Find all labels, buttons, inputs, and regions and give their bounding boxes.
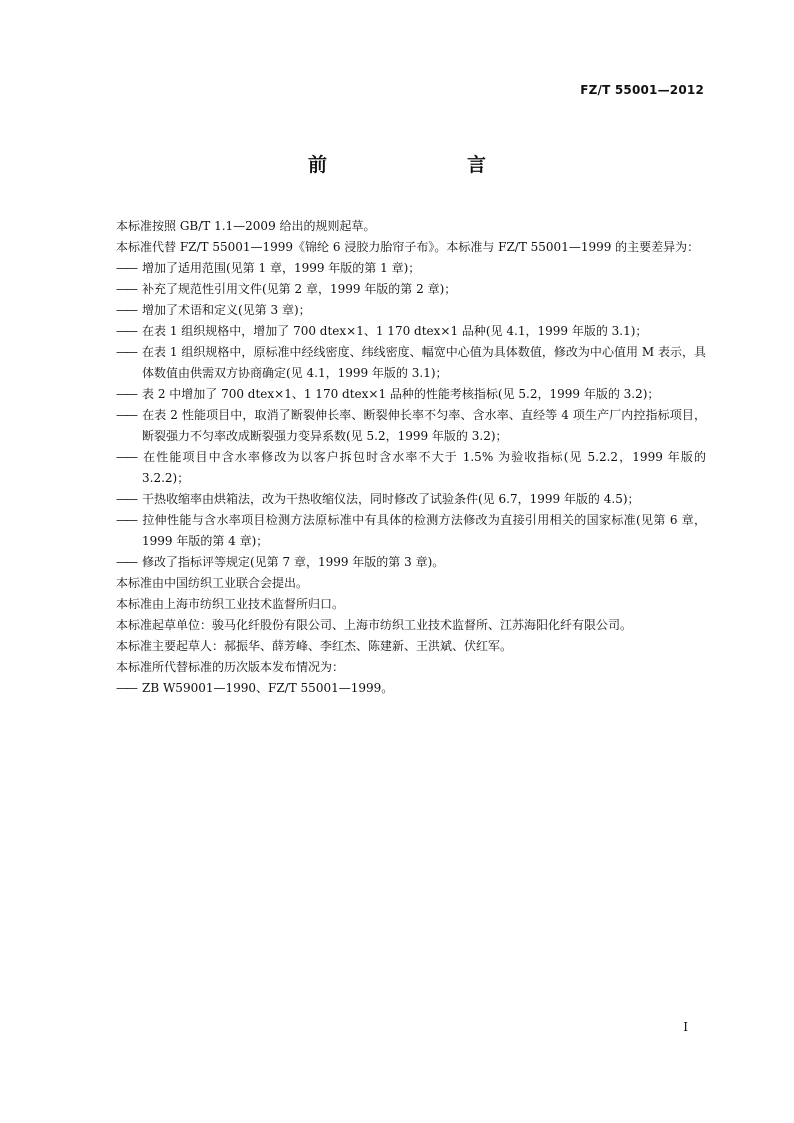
change-item-text: 修改了指标评等规定(见第 7 章，1999 年版的第 3 章)。	[142, 555, 445, 569]
dash-marker: ——	[116, 492, 136, 506]
paragraph-proposer: 本标准由中国纺织工业联合会提出。	[116, 576, 309, 590]
list-item	[90, 447, 706, 489]
history-item-text: ZB W59001—1990、FZ/T 55001—1999。	[142, 681, 394, 695]
change-item-text: 增加了适用范围(见第 1 章，1999 年版的第 1 章)；	[142, 261, 421, 275]
change-item-text: 干热收缩率由烘箱法，改为干热收缩仪法，同时修改了试验条件(见 6.7，1999 年版的 4.5)；	[142, 492, 640, 506]
list-item	[90, 342, 706, 384]
page-number: I	[683, 1020, 688, 1034]
paragraph-version-history: 本标准所代替标准的历次版本发布情况为：	[116, 660, 345, 674]
list-item	[90, 405, 706, 447]
dash-marker: ——	[116, 408, 136, 422]
list-item	[90, 510, 706, 552]
dash-marker: ——	[116, 681, 136, 695]
paragraph-replacement: 本标准代替 FZ/T 55001—1999《锦纶 6 浸胶力胎帘子布》。本标准与 FZ/T 55001—1999 的主要差异为：	[116, 240, 700, 254]
change-item-text: 在性能项目中含水率修改为以客户拆包时含水率不大于 1.5% 为验收指标(见 5.2.2，1999 年版的 3.2.2)；	[142, 450, 706, 485]
paragraph-drafting-rule: 本标准按照 GB/T 1.1—2009 给出的规则起草。	[116, 219, 376, 233]
page-title: 前 言	[307, 154, 520, 176]
dash-marker: ——	[116, 303, 136, 317]
dash-marker: ——	[116, 261, 136, 275]
list-item	[90, 258, 706, 279]
dash-marker: ——	[116, 282, 136, 296]
list-item	[90, 384, 706, 405]
change-item-text: 在表 1 组织规格中，增加了 700 dtex×1、1 170 dtex×1 品种(见 4.1，1999 年版的 3.1)；	[142, 324, 648, 338]
paragraph-administrator: 本标准由上海市纺织工业技术监督所归口。	[116, 597, 345, 611]
list-item	[90, 489, 706, 510]
list-item	[90, 300, 706, 321]
change-item-text: 增加了术语和定义(见第 3 章)；	[142, 303, 311, 317]
dash-marker: ——	[116, 387, 136, 401]
foreword-body	[90, 216, 706, 699]
list-item	[90, 552, 706, 573]
dash-marker: ——	[116, 345, 136, 359]
change-item-text: 表 2 中增加了 700 dtex×1、1 170 dtex×1 品种的性能考核指标(见 5.2，1999 年版的 3.2)；	[142, 387, 660, 401]
list-item	[90, 321, 706, 342]
list-item	[90, 678, 706, 699]
change-item-text: 拉伸性能与含水率项目检测方法原标准中有具体的检测方法修改为直接引用相关的国家标准(见第 6 章，1999 年版的第 4 章)；	[142, 513, 706, 548]
dash-marker: ——	[116, 555, 136, 569]
dash-marker: ——	[116, 324, 136, 338]
dash-marker: ——	[116, 513, 136, 527]
standard-code: FZ/T 55001—2012	[580, 83, 704, 97]
list-item	[90, 279, 706, 300]
change-item-text: 在表 2 性能项目中，取消了断裂伸长率、断裂伸长率不匀率、含水率、直经等 4 项生产厂内控指标项目，断裂强力不匀率改成断裂强力变异系数(见 5.2，1999 年版的 3.2)；	[142, 408, 706, 443]
change-item-text: 补充了规范性引用文件(见第 2 章，1999 年版的第 2 章)；	[142, 282, 457, 296]
dash-marker: ——	[116, 450, 136, 464]
change-item-text: 在表 1 组织规格中，原标准中经线密度、纬线密度、幅宽中心值为具体数值，修改为中心值用 M 表示，具体数值由供需双方协商确定(见 4.1，1999 年版的 3.1)；	[142, 345, 706, 380]
paragraph-drafters: 本标准主要起草人：郝振华、薛芳峰、李红杰、陈建新、王洪斌、伏红军。	[116, 639, 513, 653]
paragraph-drafting-units: 本标准起草单位：骏马化纤股份有限公司、上海市纺织工业技术监督所、江苏海阳化纤有限公司。	[116, 618, 633, 632]
